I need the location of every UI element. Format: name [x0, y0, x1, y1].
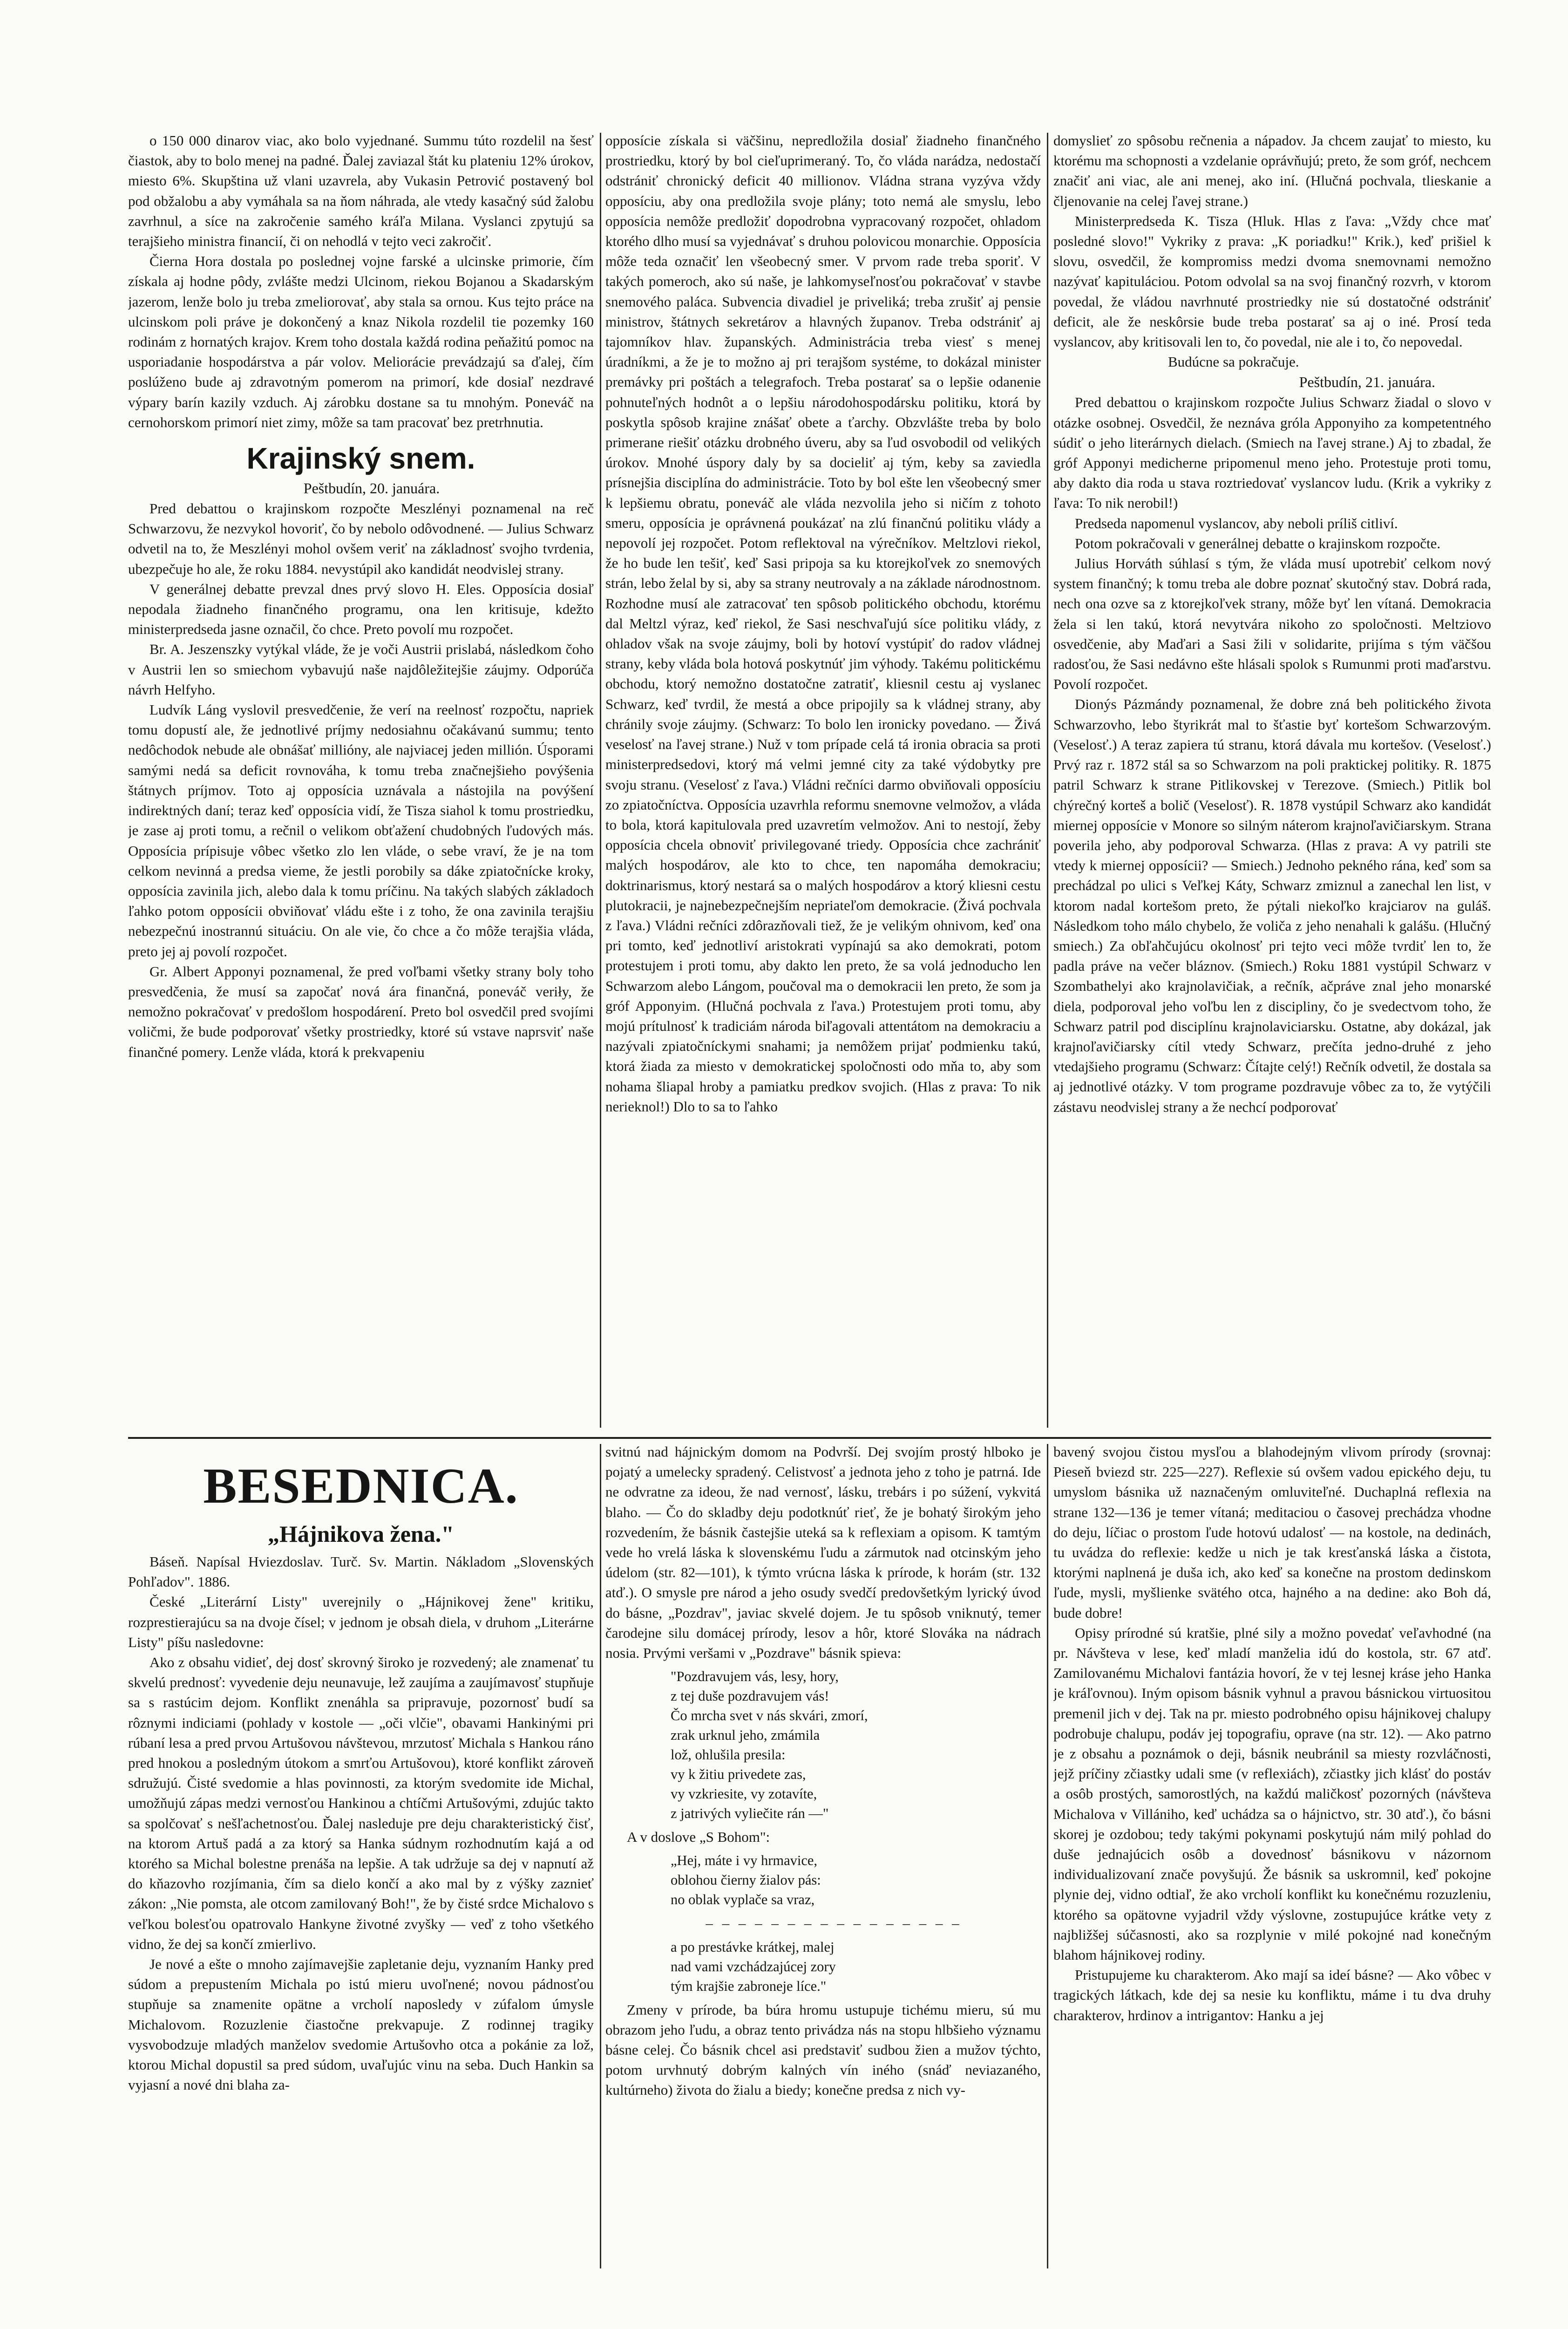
feuilleton-header: BESEDNICA.: [203, 1458, 519, 1514]
dateline: Peštbudín, 20. januára.: [303, 480, 440, 497]
column-2-lower: [605, 1442, 1041, 2271]
poem-line: no oblak vyplače sa vraz,: [671, 1892, 815, 1908]
section-title-krajinsky-snem: Krajinský snem.: [246, 442, 475, 476]
column-1-upper: [128, 130, 594, 1430]
paragraph: Pred debattou o krajinskom rozpočte Meszlényi poznamenal na reč Schwarzovu, že nezvykol hovoriť, čo by nebolo odôvodnené. — Julius Schwarz odvetil na to, že Meszlényi mohol ovšem veriť na základnosť svojho tvrdenia, ubezpečuje ho ale, že roku 1884. nevystúpil ako kandidát neodvislej strany.: [128, 500, 594, 577]
poem-line: a po prestávke krátkej, malej: [671, 1939, 835, 1955]
paragraph: svitnú nad hájnickým domom na Podvrší. Dej svojím prostý hlboko je pojatý a umelecky spradený. Celistvosť a jednota jeho z toho je patrná. Ide ne odvratne za ideou, že nad vernosť, lásku, trebárs i po súžení, vykvitá blaho. — Čo do skladby deju podotknúť rieť, že je bohatý širokým jeho rozvedením, že básnik častejšie uteká sa k reflexiam a opisom. K tamtým vede ho vrelá láska k slovenskému ľudu a zármutok nad otcinským jeho údelom (str. 82—101), k týmto vrúcna láska k prírode, k horám (str. 132 atď.). O smysle pre národ a jeho osudy svedčí predovšetkým lyrický úvod do básne, „Pozdrav", javiac skvelé dojem. Je tu spôsob vniknutý, temer čarodejne silu domácej prírody, lesov a hôr, ktoré Slováka na nádrach nosia. Prvými veršami v „Pozdrave" básnik spieva:: [605, 1444, 1041, 1662]
paragraph: domyslieť zo spôsobu rečnenia a nápadov. Ja chcem zaujať to miesto, ku ktorému ma schopnosti a vzdelanie oprávňujú; preto, že som gróf, nechcem značiť ani viac, ale ani menej, ako iní. (Hlučná pochvala, tlieskanie a čljenovanie na celej ľavej strane.): [1053, 132, 1491, 209]
column-rule: [600, 133, 601, 1428]
poem-line: vy vzkriesite, vy zotavíte,: [671, 1786, 817, 1802]
poem-s-bohom: [671, 1851, 1041, 1909]
poem-ellipsis-dashes: – – – – – – – – – – – – – – – –: [706, 1915, 962, 1932]
poem-line: vy k žitiu privedete zas,: [671, 1766, 806, 1783]
poem-line: nad vami vzchádzajúcej zory: [671, 1958, 836, 1975]
paragraph: opposície získala si väčšinu, nepredložila dosiaľ žiadneho finančného prostriedku, ktorý by bol cieľuprimeraný. To, čo vláda narádza, nedostačí odstrániť chronický deficit 40 millionov. Vládna strana vyzýva vždy opposíciu, aby ona predložila svoje plány; toto nemá ale smyslu, lebo opposícia nemôže predložiť dopodrobna vypracovaný rozpočet, ohladom ktorého dlho musí sa vyjednávať s druhou polovicou monarchie. Opposícia môže teda označiť len všeobecný smer. V prvom rade treba sporiť. V takých pomeroch, ako sú naše, je lahkomyseľnosťou pokračovať v stavbe snemového paláca. Subvencia divadiel je priveliká; treba zrušiť aj pensie ministrov, štátnych sekretárov a hlavných županov. Treba odstrániť aj tajomníkov hlav. županských. Administrácia treba viesť s menej úradníkmi, a že je to možno aj pri terajšom systéme, to dokázal minister premávky pri poštách a telegrafoch. Treba postarať sa o lepšie odanenie pohnuteľných hodnôt a o lepšiu národohospodársku politiku, ktorá by poskytla spôsob krajine znášať obete a ťarchy. Obzvlášte treba by bolo primerane riešiť otázku drobného úveru, aby sa ľud osvobodil od velikých úrokov. Mnohé úspory daly by sa docieliť aj tým, keby sa zaviedla prísnejšia disciplína do administrácie. Toto by bol ešte len všeobecný smer k lepšiemu obratu, poneváč ale vláda nezvolila jeho si ničím z tohoto smeru, opposícia je oprávnená poukázať na zlú finančnú politiku vlády a nepovolí jej rozpočet. Potom reflektoval na výrečníkov. Meltzlovi riekol, že ho bude len tešiť, keď Sasi pripoja sa ku ktorejkoľvek zo snemových strán, lebo želal by si, aby sa strany neutrovaly a na základe národnostnom. Rozhodne musí ale zatracovať ten spôsob politického obchodu, ktorému dal Meltzl výraz, keď riekol, že Sasi neschvaľujú síce politiku vlády, z ohladov však na svoje záujmy, boli by hotoví vystúpiť do radov vládnej strany, keby vláda bola hotová poskytnúť jim výhody. Takému politickému obchodu, ktorý nemožno dostatočne zatratiť, kliesnil cestu aj vyslanec Schwarz, keď tvrdil, že mestá a obce pripojily sa k vládnej strany, aby chránily svoje záujmy. (Schwarz: To bolo len ironicky povedano. — Živá veselosť na ľavej strane.) Nuž v tom prípade celá tá ironia obracia sa proti ministerpredsedovi, ktorý má velmi jemné city za také výdobytky pre svoju stranu. (Veselosť z ľava.) Vládni rečníci darmo obviňovali opposíciu zo zpiatočníctva. Opposícia uzavrhla reformu snemovne velmožov, a vláda to bola, ktorá kapitulovala pred uzavretím velmožov. Ani to nestojí, žeby opposícia chcela obnoviť privilegované triedy. Opposícia chce zachrániť malých hospodárov, ale kto to chce, ten napomáha demokraciu; doktrinarismus, ktorý nestará sa o malých hospodárov a ktorý kliesni cestu plutokracii, je najnebezpečnejším nepriateľom demokracie. (Živá pochvala z ľava.) Vládni rečníci zdôrazňovali tiež, že je velikým ohnivom, keď ona pri tomto, keď jednotliví aristokrati vypínajú sa ako demokrati, potom protestujem i proti tomu, aby dakto len preto, že sa volá jednoducho len Schwarzom alebo Lángom, poučoval ma o demokracii len preto, že som ja gróf Apponyim. (Hlučná pochvala z ľava.) Protestujem proti tomu, aby mojú prítulnosť k tradiciám národa biľagovali attentátom na demokraciu a nazývali zpiatočníckymi snahami; ja nemôžem prijať podmienku takú, ktorá žiada za miesto v demokratickej spoločnosti odo mňa to, aby som nohama šliapal hroby a pamiatku predkov svojich. (Hlas z prava: To nik nerieknol!) Dlo to sa to ľahko: [605, 132, 1041, 1115]
column-3-upper: [1053, 130, 1491, 1430]
paragraph: Potom pokračovali v generálnej debatte o krajinskom rozpočte.: [1075, 535, 1441, 552]
poem-line: tým krajšie zabroneje líce.": [671, 1978, 827, 1994]
poem-line: zrak urknul jeho, zmámila: [671, 1727, 820, 1743]
dateline: Peštbudín, 21. januára.: [1299, 374, 1435, 391]
column-rule: [1047, 133, 1048, 1428]
poem-line: "Pozdravujem vás, lesy, hory,: [671, 1668, 839, 1685]
column-rule: [600, 1444, 601, 2268]
column-2-upper: [605, 130, 1041, 1430]
poem-line: „Hej, máte i vy hrmavice,: [671, 1852, 818, 1869]
poem-line: lož, ohlušila presila:: [671, 1747, 786, 1763]
paragraph: Dionýs Pázmándy poznamenal, že dobre zná beh politického života Schwarzovho, lebo štyrikrát mal to šťastie byť kortešom Schwarzovým. (Veselosť.) A teraz zapiera tú stranu, ktorá dávala mu kortešov. (Veselosť.) Prvý raz r. 1872 stál sa so Schwarzom na poli praktickej politiky. R. 1875 patril Schwarz k strane Pitlikovskej v Terezove. (Smiech.) Pitlik bol chýrečný korteš a bolič (Veselosť). R. 1878 vystúpil Schwarz ako kandidát miernej opposície v Monore so silným náterom krajnoľavičiarskym. Strana poverila jeho, aby podporoval Schwarza. (Hlas z prava: A vy patrili ste vtedy k miernej opposícii? — Smiech.) Jednoho pekného rána, keď som sa prechádzal po ulici s Veľkej Káty, Schwarz zmiznul a zanechal len list, v ktorom nadal kortešom preto, že pýtali niekoľko krajciarov na guláš. Následkom toho málo chybelo, že voliča z jeho nenahali k galášu. (Hlučný smiech.) Za obľahčujúcu okolnosť pri tejto veci môže tvrdiť len to, že padla práve na večer bláznov. (Smiech.) Roku 1881 vystúpil Schwarz v Szombathelyi ako krajnolavičiak, a rečník, ačpráve znal jeho monarské diela, podporoval jeho voľbu len z discipliny, čo je svedectvom toho, že Schwarz patril pod disciplínu krajnolaviciarsku. Ostatne, aby dokázal, jak krajnoľavičiarsky cítil vtedy Schwarz, prečíta jedno-druhé z jeho vtedajšieho programu (Schwarz: Čítajte celý!) Rečník odvetil, že dostala sa aj jednotlivé otázky. V tom programe pozdravuje vôbec za to, že vytýčili zástavu neodvislej strany a že nechcí podporovať: [1053, 696, 1491, 1115]
paragraph: Je nové a ešte o mnoho zajímavejšie zapletanie deju, vyznaním Hanky pred súdom a prepustením Michala po istú mieru uvoľnené; novou pádnosťou stupňuje sa znamenite opätne a vrcholí naposledy v zúfalom úmysle Michalovom. Rozuzlenie čiastočne prekvapuje. Z rodinnej tragiky vysvobodzuje mladých manželov svedomie Artušovho otca a pokánie za lož, ktorou Michal dopustil sa pred súdom, uvaľujúc vinu na seba. Duch Hankin sa vyjasní a nové dni blaha za-: [128, 1956, 594, 2093]
paragraph: České „Literární Listy" uverejnily o „Hájnikovej žene" kritiku, rozprestierajúcu sa na dvoje čísel; v jednom je obsah diela, v druhom „Literárne Listy" píšu nasledovne:: [128, 1594, 594, 1650]
poem-line: z jatrivých vyliečite rán —": [671, 1805, 829, 1822]
paragraph: Gr. Albert Apponyi poznamenal, že pred voľbami všetky strany boly toho presvedčenia, že musí sa započať nová ára finančná, poneváč veriły, že nemožno pokračovať v predošlom hospodárení. Preto bol osvedčil pred svojími voličmi, že bude podporovať všetky prostriedky, ktoré sú vstave naprsviť naše finančné pomery. Lenže vláda, ktorá k prekvapeniu: [128, 963, 594, 1060]
paragraph: Opisy prírodné sú kratšie, plné sily a možno povedať veľavhodné (na pr. Návšteva v lese, keď mladí manželia idú do kostola, str. 67 atď. Zamilovanému Michalovi fantázia hovorí, že v tej lesnej kráse jeho Hanka je kráľovnou). Iným opisom básnik vyhnul a pravou básnickou virtuositou premenil jich v dej. Tak na pr. miesto podrobného opisu hájnikovej chalupy podrobuje chalupu, podáv jej topografiu, oprave (na str. 12). — Ako patrno je z obsahu a poznámok o deji, básnik neubránil sa miesty rozvláčnosti, jejž príčiny zčiastky udali sme (v reflexiách), zčiastky jich klásť do postáv a osôb prostých, samorostlých, na každú maličkosť pozorných (návšteva Michalova v Villániho, keď uchádza sa o hájnictvo, str. 30 atď.), čo básni skorej je ozdobou; tedy takými pokynami poskytujú nám milý pohlad do duše jednajúcich osôb a dovednosť básnikovu v názornom individualizovaní znače povyšujú. Že básnik sa uskromnil, keď pokojne plynie dej, vidno odtiaľ, že ako vrcholí konflikt ku konečnému rozuzleniu, ktorého sa opätovne vyjadril vždy výslovne, zostupujúce krátke vety z najbližšej súčasnosti, ako sa rozplynie v milé pokojné nad konečným blahom hájnikovej rodiny.: [1053, 1624, 1491, 1963]
column-3-lower: [1053, 1442, 1491, 2271]
poem-line: z tej duše pozdravujem vás!: [671, 1688, 829, 1704]
poem-line: Čo mrcha svet v nás skvári, zmorí,: [671, 1708, 868, 1724]
paragraph: Budúcne sa pokračuje.: [1168, 354, 1299, 370]
poem-line: oblohou čierny žialov pás:: [671, 1872, 821, 1888]
column-rule: [1047, 1444, 1048, 2268]
paragraph: o 150 000 dinarov viac, ako bolo vyjednané. Summu túto rozdelil na šesť čiastok, aby to bolo menej na padné. Ďalej zaviazal štát ku plateniu 12% úrokov, miesto 6%. Skupština už vlani uzavrela, aby Vukasin Petrović postavený bol pod obžalobu a aby vymáhala sa na ňom náhrada, ale vtedy kasačný súd žalobu zavrhnul, a síce na zakročenie samého kráľa Milana. Vyslanci zpytujú sa terajšieho ministra financií, či on nehodlá v tejto veci zakročiť.: [128, 132, 594, 250]
book-title: „Hájnikova žena.": [268, 1521, 454, 1547]
paragraph: Ako z obsahu vidieť, dej dosť skrovný široko je rozvedený; ale znamenať tu skvelú prednosť: vyvedenie deju neunavuje, lež zaujíma a zaujímavosť stupňuje sa s rastúcim dejom. Konflikt znenáhla sa pripravuje, pozornosť budí sa rôznymi indiciami (pohlady v kostole — „oči vlčie", obavami Hankinými pri rúbaní lesa a pred prvou Artušovou návštevou, mrzutosť Michala s Hankou ráno pred hnokou a posledným útokom a smrťou Artušovou), ktoré konflikt zároveň sdružujú. Čisté svedomie a hlas povinnosti, za ktorým svedomite ide Michal, umožňujú zápas medzi vernosťou Hankinou a chtíčmi Artušovými, zdujúc takto sa spolčovať s nešľachetnosťou. Ďalej nasleduje pre deju charakteristický čisť, na ktorom Artuš padá a za ktorý sa Hanka súdnym rozhodnutím kajá a od ktorého sa Michal bolestne prenáša na lepšie. A tak udržuje sa dej v napnutí až do kňazovho rozjímania, čím sa dielo končí a ako mal by z výšky zaznieť zákon: „Nie pomsta, ale otcom zamilovaný Boh!", že by čisté srdce Michalovo s veľkou bolesťou opatrovalo Hankyne životné zvyšky — veď z toho všetkého vidno, že dej sa končí zmierlivo.: [128, 1654, 594, 1952]
paragraph: V generálnej debatte prevzal dnes prvý slovo H. Eles. Opposícia dosiaľ nepodala žiadneho finančného programu, ona len kritisuje, kdežto ministerpredseda jasne označil, čo chce. Preto povolí mu rozpočet.: [128, 580, 594, 638]
book-info: Báseň. Napísal Hviezdoslav. Turč. Sv. Martin. Nákladom „Slovenských Pohľadov". 1886.: [128, 1553, 594, 1590]
paragraph: Čierna Hora dostala po poslednej vojne farské a ulcinske primorie, čím získala aj hodne pôdy, zvlášte medzi Ulcinom, riekou Bojanou a Skadarským jazerom, lenže bolo ju treba zmeliorovať, aby stala sa ornou. Kus tejto práce na ulcinskom poli práve je dokončený a knaz Nikola rozdelil tie pozemky 160 rodinám z hornatých krajov. Krem toho dostala každá rodina peňažitú pomoc na usporiadanie hospodárstva a pár volov. Meliorácie prevádzajú sa ďalej, čím poslúženo bude aj zdravotným pomerom na primorí, kde dosiaľ nezdravé výpary barín kazily vzduch. Aj zárobku dostane sa tu mnohým. Poneváč na cernohorskom primorí niet zimy, môže sa tam pracovať bez pretrhnutia.: [128, 253, 594, 430]
paragraph: Br. A. Jeszenszky vytýkal vláde, že je voči Austrii prislabá, následkom čoho v Austrii len so smiechom vybavujú naše najdôležitejšie záujmy. Odporúča návrh Helfyho.: [128, 641, 594, 698]
paragraph: Pred debattou o krajinskom rozpočte Julius Schwarz žiadal o slovo v otázke osobnej. Osvedčil, že neznáva gróla Apponyiho za kompetentného súdiť o jeho literárnych dielach. (Smiech na ľavej strane.) Aj to zbadal, že gróf Apponyi medicherne pripomenul meno jeho. Protestuje proti tomu, aby dakto dia roda u stava roztriedovať vyslancov ludu. (Krik a vykriky z ľava: To nik nerobil!): [1053, 394, 1491, 511]
poem-pozdrav: [671, 1667, 1041, 1823]
paragraph: Ludvík Láng vyslovil presvedčenie, že verí na reelnosť rozpočtu, napriek tomu dopustí ale, že jednotlivé príjmy nedosiahnu očakávanú summu; tento nedôchodok nebude ale obnášať millióny, ale najviacej jeden millión. Úsporami samými nedá sa deficit rovnováha, k tomu treba značnejšieho povýšenia štátnych príjmov. Toto aj opposícia uznávala a nástojila na povýšení indirektných daní; teraz keď opposícia vidí, že Tisza siahol k tomu prostriedku, je zase aj proti tomu, a rečnil o velikom obťažení chudobných ľudových más. Opposícia prípisuje vôbec všetko zlo len vláde, o sebe vraví, že je na tom celkom nevinná a predsa vieme, že jestli porobily sa dáke zpiatočnícke kroky, opposícia zavinila jich, alebo dala k tomu príčinu. Na takých slabých základoch ľahko potom opposícii obviňovať vládu ešte i z toho, že ona zavinila terajšiu nebezpečnú inostrannú situáciu. On ale vie, čo chce a čo môže terajšia vláda, preto jej aj povolí rozpočet.: [128, 701, 594, 960]
column-1-lower: [128, 1442, 594, 2271]
poem-intro: A v doslove „S Bohom":: [627, 1829, 770, 1845]
paragraph: Predseda napomenul vyslancov, aby neboli príliš citliví.: [1075, 515, 1398, 531]
paragraph: Pristupujeme ku charakterom. Ako mají sa ideí básne? — Ako vôbec v tragických látkach, kde dej sa nesie ku konfliktu, máme i tu dva druhy charakterov, hrdinov a intrigantov: Hanku a jej: [1053, 1967, 1491, 2023]
paragraph: bavený svojou čistou mysľou a blahodejným vlivom prírody (srovnaj: Pieseň bviezd str. 225—227). Reflexie sú ovšem vadou epického deju, tu umyslom básnika už naznačeným omluviteľné. Duchaplná reflexia na strane 132—136 je temer vítaná; meditaciou o časovej prechádza vhodne do deju, líčiac o prostom ľude hotovú udalosť — na kostole, na dedinách, tu uvádza do reflexie: kedže u nich je tak kresťanská láska a čistota, ktorými naplnená je duša ich, ako keď sa konečne na prostom dedinskom ľude, mysli, myšlienke svätého otca, hajného a na dedine: ako Boh dá, bude dobre!: [1053, 1444, 1491, 1621]
paragraph: Julius Horváth súhlasí s tým, že vláda musí upotrebiť celkom nový system finančný; k tomu treba ale dobre poznať skutočný stav. Dobrá rada, nech ona ozve sa z ktorejkoľvek strany, môže byť len vítaná. Demokracia žela si len takú, ktorá nevytvára nikoho zo spoločnosti. Meltziovo osvedčenie, aby Maďari a Sasi žili v solidarite, prijíma s tým väčšou radosťou, že Sasi nedávno ešte hlásali spolok s Rumunmi proti maďarstvu. Povolí rozpočet.: [1053, 555, 1491, 693]
paragraph: Ministerpredseda K. Tisza (Hluk. Hlas z ľava: „Vždy chce mať posledné slovo!" Vykriky z prava: „K poriadku!" Krik.), keď prišiel k slovu, osvedčil, že kompromiss medzi dvoma snemovnami nemožno nazývať kapituláciou. Potom odvolal sa na svoj finančný rozvrh, v ktorom povedal, že vládou navrhnuté prostriedky nie sú dostatočné odstrániť deficit, ale že neskôrsie bude treba postarať sa aj o iné. Prosí teda vyslancov, aby kritisovali len to, čo povedal, nie ale i to, čo nepovedal.: [1053, 212, 1491, 350]
feuilleton-divider: [128, 1437, 1491, 1439]
poem-s-bohom-end: [671, 1937, 1041, 1996]
paragraph: Zmeny v prírode, ba búra hromu ustupuje tichému mieru, sú mu obrazom jeho ľudu, a obraz tento privádza nás na stopu hlbšieho významu básne celej. Čo básnik chcel asi predstaviť sudbou žien a mužov týchto, potom urvhnutý dobrým kalných vín iného (snáď neviazaného, kultúrneho) života do žialu a biedy; konečne predsa z nich vy-: [605, 2001, 1041, 2098]
